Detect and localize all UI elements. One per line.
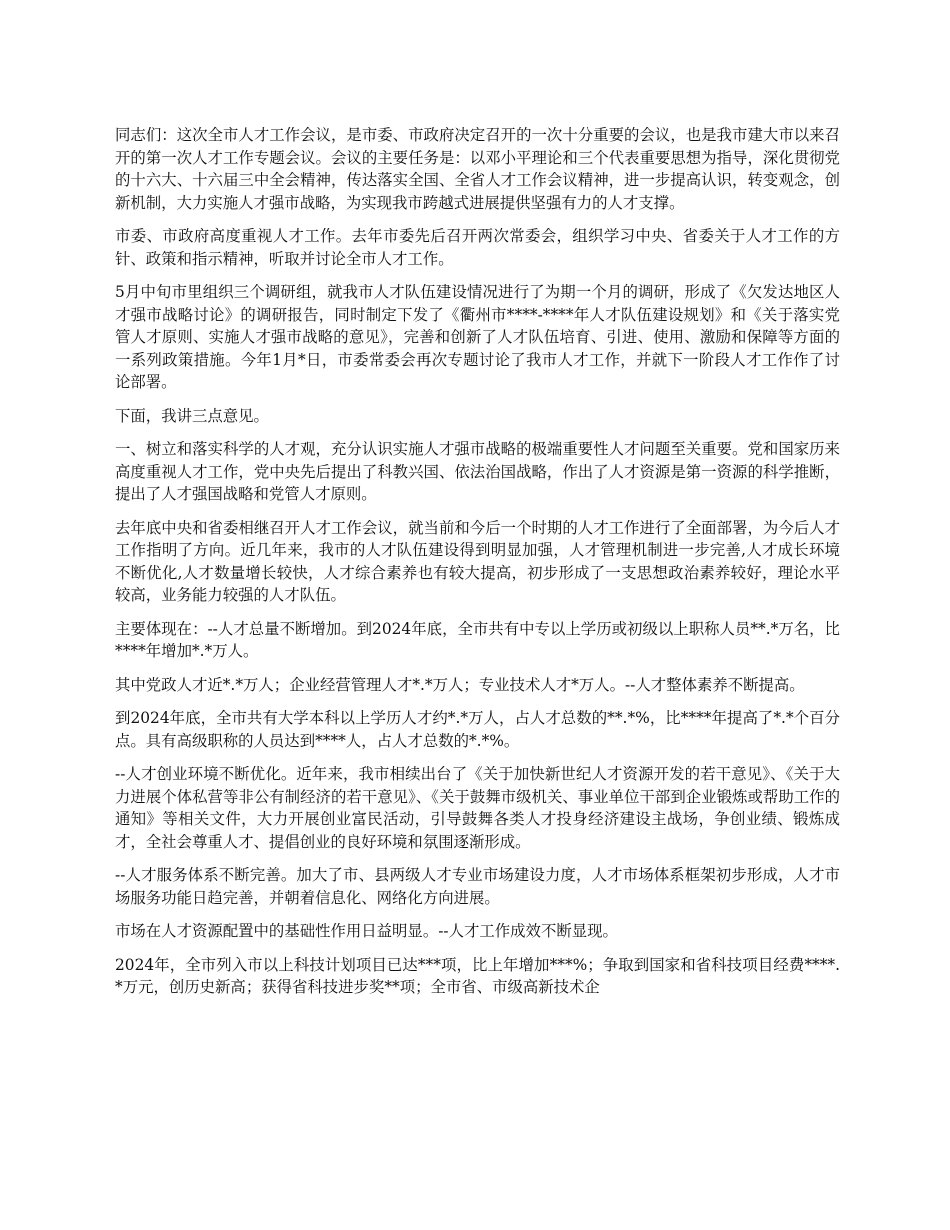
paragraph-service-system: --人才服务体系不断完善。加大了市、县两级人才专业市场建设力度，人才市场体系框架初步形成，人才市场服务功能日趋完善，并朝着信息化、网络化方向进展。 (115, 866, 840, 907)
paragraph-research-groups: 5月中旬市里组织三个调研组，就我市人才队伍建设情况进行了为期一个月的调研，形成了《欠发达地区人才强市战略讨论》的调研报告，同时制定下发了《衢州市****-****年人才队伍建设规划》和《关于落实党管人才原则、实施人才强市战略的意见》，完善和创新了人才队伍培育、引进、使用、激励和保障等方面的一系列政策措施。今年1月*日，市委常委会再次专题讨论了我市人才工作，并就下一阶段人才工作作了讨论部署。 (115, 283, 840, 391)
paragraph-total-increase: 主要体现在：--人才总量不断增加。到2024年底，全市共有中专以上学历或初级以上职称人员**.*万名，比****年增加*.*万人。 (115, 619, 840, 660)
paragraph-education-level: 到2024年底，全市共有大学本科以上学历人才约*.*万人，占人才总数的**.*%，比****年提高了*.*个百分点。具有高级职称的人员达到****人，占人才总数的*.*%。 (115, 709, 840, 750)
paragraph-market-role: 市场在人才资源配置中的基础性作用日益明显。--人才工作成效不断显现。 (115, 922, 618, 940)
document-body (115, 124, 840, 1010)
paragraph-talent-breakdown: 其中党政人才近*.*万人；企业经营管理人才*.*万人；专业技术人才*万人。--人才整体素养不断提高。 (115, 675, 805, 694)
paragraph-opening: 同志们：这次全市人才工作会议，是市委、市政府决定召开的一次十分重要的会议，也是我市建大市以来召开的第一次人才工作专题会议。会议的主要任务是：以邓小平理论和三个代表重要思想为指导，深化贯彻党的十六大、十六届三中全会精神，传达落实全国、全省人才工作会议精神，进一步提高认识，转变观念，创新机制，大力实施人才强市战略，为实现我市跨越式进展提供坚强有力的人才支撑。 (115, 126, 840, 212)
paragraph-environment: --人才创业环境不断优化。近年来，我市相续出台了《关于加快新世纪人才资源开发的若干意见》、《关于大力进展个体私营等非公有制经济的若干意见》、《关于鼓舞市级机关、事业单位干部到企业锻炼或帮助工作的通知》等相关文件，大力开展创业富民活动，引导鼓舞各类人才投身经济建设主战场，争创业绩、锻炼成才，全社会尊重人才、提倡创业的良好环境和氛围逐渐形成。 (115, 765, 840, 851)
paragraph-three-points: 下面，我讲三点意见。 (115, 406, 269, 425)
paragraph-achievements: 2024年，全市列入市以上科技计划项目已达***项，比上年增加***%；争取到国家和省科技项目经费****.*万元，创历史新高；获得省科技进步奖**项；全市省、市级高新技术企 (115, 955, 840, 996)
paragraph-committee-focus: 市委、市政府高度重视人才工作。去年市委先后召开两次常委会，组织学习中央、省委关于人才工作的方针、政策和指示精神，听取并讨论全市人才工作。 (115, 227, 840, 268)
paragraph-point-one: 一、树立和落实科学的人才观，充分认识实施人才强市战略的极端重要性人才问题至关重要。党和国家历来高度重视人才工作，党中央先后提出了科教兴国、依法治国战略，作出了人才资源是第一资源的科学推断，提出了人才强国战略和党管人才原则。 (115, 440, 840, 503)
paragraph-talent-meeting: 去年底中央和省委相继召开人才工作会议，就当前和今后一个时期的人才工作进行了全面部署，为今后人才工作指明了方向。近几年来，我市的人才队伍建设得到明显加强，人才管理机制进一步完善,人才成长环境不断优化,人才数量增长较快，人才综合素养也有较大提高，初步形成了一支思想政治素养较好，理论水平较高，业务能力较强的人才队伍。 (115, 518, 840, 604)
